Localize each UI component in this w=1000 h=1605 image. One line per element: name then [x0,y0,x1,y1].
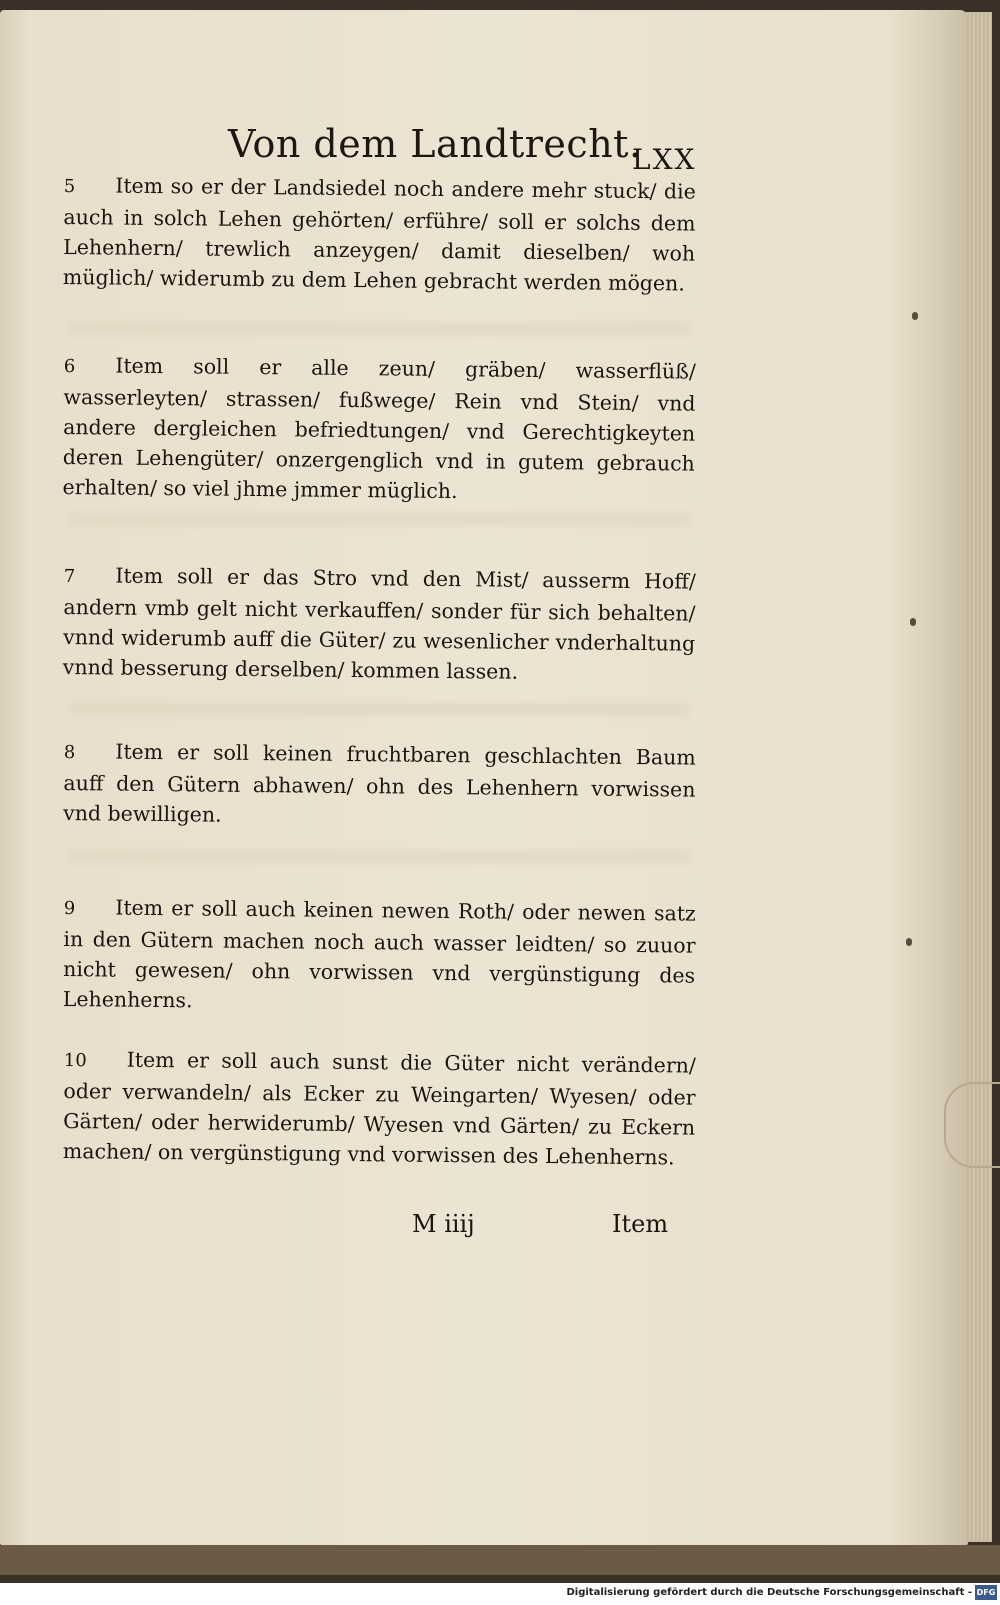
paragraph-8 [63,736,696,835]
paragraph-10 [63,1044,696,1173]
paragraph-text: Item er soll auch sunst die Güter nicht verändern/ oder verwandeln/ als Ecker zu Weingarten/ Wyesen/ oder Gärten/ oder herwiderumb/ Wyesen vnd Gärten/ zu Eckern machen/ on vergünstigung vnd vorwissen des Lehenherns. [62,1047,696,1170]
paper-speck [906,938,912,946]
paragraph-5 [63,170,696,299]
paragraph-text: Item er soll keinen fruchtbaren geschlachten Baum auff den Gütern abhawen/ ohn des Lehenhern vorwissen vnd bewilligen. [63,739,696,827]
thumb-tab-mark [944,1082,1000,1168]
paragraph-6 [62,350,696,509]
credit-text: Digitalisierung gefördert durch die Deutsche Forschungsgemeinschaft - [566,1587,972,1598]
paragraph-text: Item er soll auch keinen newen Roth/ oder newen satz in den Gütern machen noch auch wasser leidten/ so zuuor nicht gewesen/ ohn vorwissen vnd vergünstigung des Lehenherns. [62,895,696,1013]
paper-speck [912,312,918,320]
paragraph-9 [63,892,696,1021]
show-through [70,512,690,526]
paragraph-7 [63,560,696,689]
folio-number: LXX [632,143,697,176]
paragraph-number: 7 [63,565,76,588]
paragraph-text: Item soll er alle zeun/ gräben/ wasserflüß/ wasserleyten/ strassen/ fußwege/ Rein vnd Stein/ vnd andere dergleichen befriedtungen/ vnd Gerechtigkeyten deren Lehengüter/ onzergenglich vnd in gutem gebrauch erhalten/ so viel jhme jmmer müglich. [62,353,696,504]
paragraph-number: 9 [63,897,76,920]
show-through [70,850,690,864]
scan-background-band [0,1545,1000,1575]
show-through [70,702,690,716]
paragraph-number: 10 [63,1049,87,1072]
paragraph-number: 5 [63,175,76,198]
paragraph-text: Item soll er das Stro vnd den Mist/ ausserm Hoff/ andern vmb gelt nicht verkauffen/ sonder für sich behalten/ vnnd widerumb auff die Güter/ zu wesenlicher vnderhaltung vnnd besserung derselben/ kommen lassen. [62,563,696,684]
page-edge-stack [966,12,992,1542]
paragraph-number: 6 [63,355,76,378]
dfg-logo: DFG [975,1585,997,1600]
running-title: Von dem Landtrecht. [228,122,642,166]
paper-speck [910,618,916,626]
paragraph-text: Item so er der Landsiedel noch andere mehr stuck/ die auch in solch Lehen gehörten/ erführe/ soll er solchs dem Lehenhern/ trewlich anzeygen/ damit dieselben/ woh müglich/ widerumb zu dem Lehen gebracht werden mögen. [62,173,696,296]
show-through [70,322,690,336]
catchword: Item [612,1210,669,1238]
paragraph-number: 8 [63,741,76,764]
signature-mark: M iiij [412,1210,475,1238]
